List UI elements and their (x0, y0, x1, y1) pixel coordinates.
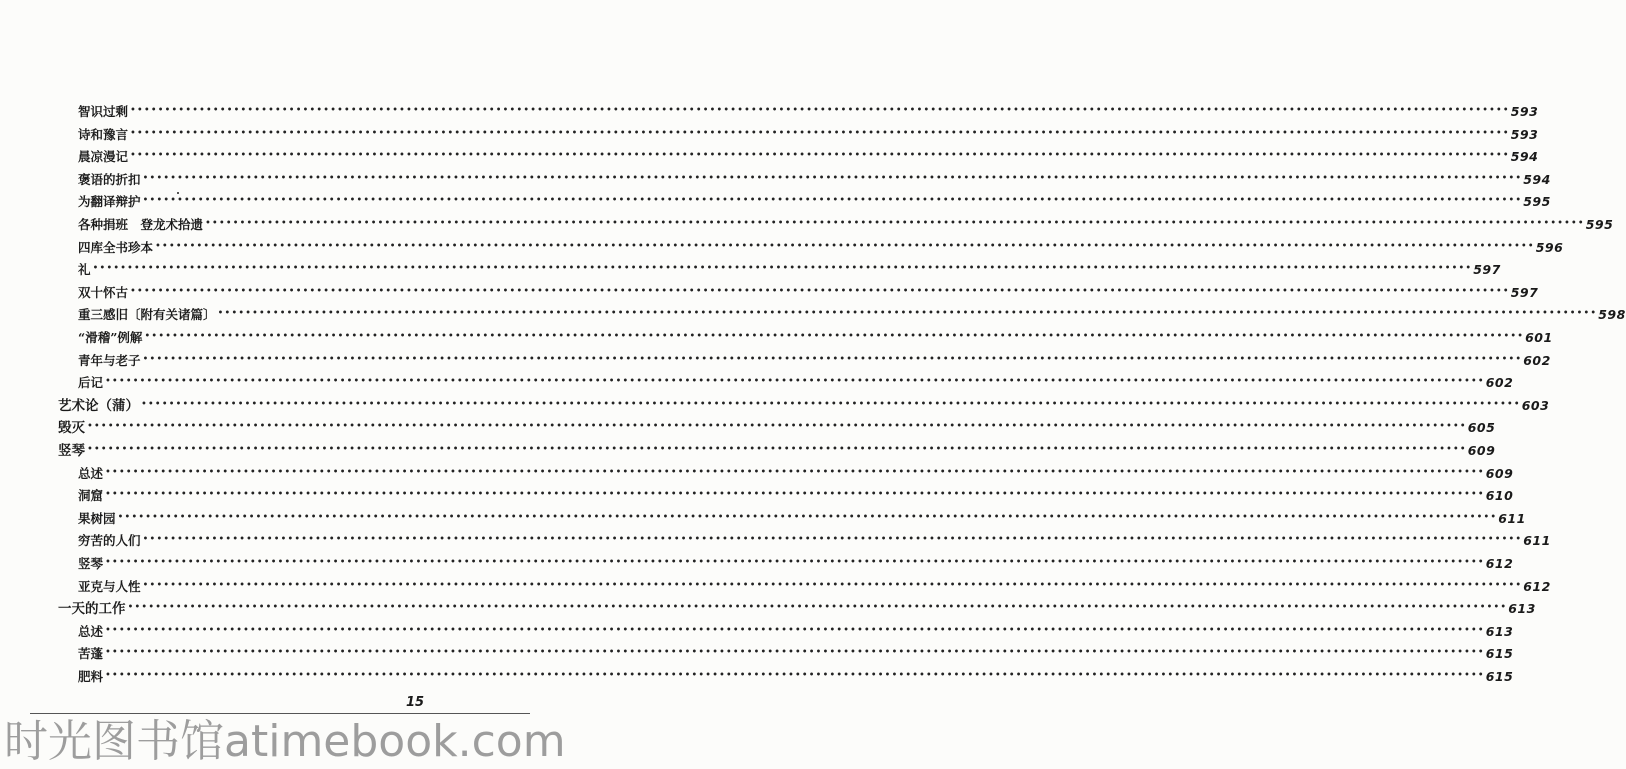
toc-entry-page: 610 (1485, 488, 1514, 504)
dot-leader: •••••••••••••••••••••••••••••••••••••••••••••••••••••••••••••••••••••••••••••••••••••••••••••••••••••••••••••••••••••••••••••••••••••••••••••••••••••••••••••••••••••••••••••••••••••••••••••••••••••••• (105, 647, 1485, 659)
dot-leader: •••••••••••••••••••••••••••••••••••••••••••••••••••••••••••••••••••••••••••••••••••••••••••••••••••••••••••••••••••••••••••••••••••••••••••••••••••••••••••••••••••••••••••••••••••••••••••••••••••••••• (87, 421, 1467, 433)
toc-entry (78, 255, 1501, 278)
toc-entry-title: 洞窟 (78, 488, 104, 504)
toc-entry-page: 595 (1585, 217, 1614, 232)
dot-leader: •••••••••••••••••••••••••••••••••••••••••••••••••••••••••••••••••••••••••••••••••••••••••••••••••••••••••••••••••••••••••••••••••••••••••••••••••••••••••••••••••••••••••••••••••••••••••••••••••••••••• (130, 285, 1510, 297)
dot-leader: •••••••••••••••••••••••••••••••••••••••••••••••••••••••••••••••••••••••••••••••••••••••••••••••••••••••••••••••••••••••••••••••••••••••••••••••••••••••••••••••••••••••••••••••••••••••••••••••••••••••• (92, 263, 1473, 275)
toc-entry (58, 413, 1496, 437)
toc-entry-title: 四库全书珍本 (78, 239, 154, 255)
toc-entry-title: 穷苦的人们 (78, 533, 141, 549)
toc-entry (78, 617, 1514, 639)
toc-entry-title: 礼 (78, 262, 91, 278)
toc-entry (78, 187, 1551, 210)
toc-entry (78, 210, 1614, 232)
toc-entry (78, 323, 1553, 345)
toc-entry (58, 436, 1496, 459)
dot-leader: •••••••••••••••••••••••••••••••••••••••••••••••••••••••••••••••••••••••••••••••••••••••••••••••••••••••••••••••••••••••••••••••••••••••••••••••••••••••••••••••••••••••••••••••••••••••••••••••••••••••• (144, 331, 1525, 342)
toc-entry-title: 艺术论（蒲） (58, 397, 139, 414)
toc-entry-page: 609 (1467, 443, 1496, 458)
dot-leader: •••••••••••••••••••••••••••••••••••••••••••••••••••••••••••••••••••••••••••••••••••••••••••••••••••••••••••••••••••••••••••••••••••••••••••••••••••••••••••••••••••••••••••••••••••••••••••••••••••••••• (105, 376, 1485, 388)
toc-entry-title: “滑稽”例解 (78, 330, 143, 345)
toc-entry-page: 601 (1525, 330, 1553, 345)
toc-entry (78, 572, 1551, 594)
toc-entry-page: 593 (1510, 104, 1539, 119)
toc-entry (78, 97, 1539, 119)
toc-entry-page: 595 (1523, 194, 1551, 210)
toc-entry (78, 526, 1551, 549)
dot-leader: •••••••••••••••••••••••••••••••••••••••••••••••••••••••••••••••••••••••••••••••••••••••••••••••••••••••••••••••••••••••••••••••••••••••••••••••••••••••••••••••••••••••••••••••••••••••••••••••••••••••• (105, 624, 1485, 636)
dot-leader: •••••••••••••••••••••••••••••••••••••••••••••••••••••••••••••••••••••••••••••••••••••••••••••••••••••••••••••••••••••••••••••••••••••••••••••••••••••••••••••••••••••••••••••••••••••••••••••••••••••••• (117, 511, 1498, 523)
stray-dot (177, 192, 179, 194)
toc-entry-title: 毁灭 (58, 420, 85, 437)
toc-entry-title: 竖琴 (58, 443, 85, 459)
toc-entry-page: 615 (1485, 669, 1514, 684)
toc-entry-page: 605 (1467, 420, 1496, 436)
dot-leader: •••••••••••••••••••••••••••••••••••••••••••••••••••••••••••••••••••••••••••••••••••••••••••••••••••••••••••••••••••••••••••••••••••••••••••••••••••••••••••••••••••••••••••••••••••••••••••••••••••••••• (105, 466, 1485, 478)
dot-leader: •••••••••••••••••••••••••••••••••••••••••••••••••••••••••••••••••••••••••••••••••••••••••••••••••••••••••••••••••••••••••••••••••••••••••••••••••••••••••••••••••••••••••••••••••••••••••••••••••••••••• (142, 195, 1523, 207)
toc-entry-page: 594 (1510, 149, 1539, 165)
toc-entry-page: 611 (1498, 510, 1526, 526)
toc-entry-title: 亚克与人性 (78, 578, 141, 594)
toc-entry-page: 593 (1510, 126, 1539, 142)
toc-entry-title: 双十怀古 (78, 284, 129, 300)
toc-entry-title: 智识过剩 (78, 104, 129, 119)
toc-entry (78, 662, 1514, 684)
toc-entry-page: 612 (1485, 556, 1514, 571)
dot-leader: •••••••••••••••••••••••••••••••••••••••••••••••••••••••••••••••••••••••••••••••••••••••••••••••••••••••••••••••••••••••••••••••••••••••••••••••••••••••••••••••••••••••••••••••••••••••••••••••••••••••• (105, 557, 1485, 568)
toc-entry-title: 总述 (78, 465, 104, 481)
toc-entry (58, 391, 1550, 414)
toc-entry-title: 重三感旧〔附有关诸篇〕 (78, 307, 216, 323)
toc-entry (78, 549, 1514, 571)
toc-entry-page: 596 (1535, 239, 1564, 255)
toc-entry-page: 594 (1523, 171, 1551, 187)
dot-leader: •••••••••••••••••••••••••••••••••••••••••••••••••••••••••••••••••••••••••••••••••••••••••••••••••••••••••••••••••••••••••••••••••••••••••••••••••••••••••••••••••••••••••••••••••••••••••••••••••••••••• (105, 489, 1485, 501)
dot-leader: •••••••••••••••••••••••••••••••••••••••••••••••••••••••••••••••••••••••••••••••••••••••••••••••••••••••••••••••••••••••••••••••••••••••••••••••••••••••••••••••••••••••••••••••••••••••••••••••••••••••• (141, 398, 1521, 410)
toc-entry-page: 612 (1523, 578, 1551, 594)
toc-entry-title: 果树园 (78, 510, 116, 526)
toc-entry (78, 346, 1551, 368)
toc-entry (78, 459, 1514, 481)
toc-entry-page: 615 (1485, 646, 1514, 662)
toc-entry (78, 639, 1514, 662)
toc-entry-title: 诗和豫言 (78, 126, 129, 142)
dot-leader: •••••••••••••••••••••••••••••••••••••••••••••••••••••••••••••••••••••••••••••••••••••••••••••••••••••••••••••••••••••••••••••••••••••••••••••••••••••••••••••••••••••••••••••••••••••••••••••••••••••••• (142, 172, 1523, 184)
toc-entry-title: 竖琴 (78, 556, 104, 571)
toc-entry (78, 504, 1526, 526)
toc-entry-page: 602 (1523, 352, 1551, 368)
toc-entry (78, 165, 1551, 187)
dot-leader: •••••••••••••••••••••••••••••••••••••••••••••••••••••••••••••••••••••••••••••••••••••••••••••••••••••••••••••••••••••••••••••••••••••••••••••••••••••••••••••••••••••••••••••••••••••••••••••••••••••••• (205, 218, 1585, 229)
toc-entry-title: 苦蓬 (78, 646, 104, 662)
dot-leader: •••••••••••••••••••••••••••••••••••••••••••••••••••••••••••••••••••••••••••••••••••••••••••••••••••••••••••••••••••••••••••••••••••••••••••••••••••••••••••••••••••••••••••••••••••••••••••••••••••••••• (217, 308, 1598, 320)
toc-entry (78, 481, 1514, 504)
toc-entry-title: 总述 (78, 623, 104, 639)
toc-entry (78, 120, 1539, 142)
dot-leader: •••••••••••••••••••••••••••••••••••••••••••••••••••••••••••••••••••••••••••••••••••••••••••••••••••••••••••••••••••••••••••••••••••••••••••••••••••••••••••••••••••••••••••••••••••••••••••••••••••••••• (130, 150, 1510, 162)
dot-leader: •••••••••••••••••••••••••••••••••••••••••••••••••••••••••••••••••••••••••••••••••••••••••••••••••••••••••••••••••••••••••••••••••••••••••••••••••••••••••••••••••••••••••••••••••••••••••••••••••••••••• (142, 579, 1523, 591)
toc-entry-page: 613 (1485, 623, 1514, 639)
toc-entry-title: 各种捐班 登龙术拾遗 (78, 217, 204, 232)
toc-entry (78, 278, 1539, 300)
watermark: 时光图书馆atimebook.com (4, 716, 566, 767)
dot-leader: •••••••••••••••••••••••••••••••••••••••••••••••••••••••••••••••••••••••••••••••••••••••••••••••••••••••••••••••••••••••••••••••••••••••••••••••••••••••••••••••••••••••••••••••••••••••••••••••••••••••• (87, 444, 1467, 455)
toc-entry (58, 594, 1536, 618)
toc-entry-title: 青年与老子 (78, 352, 141, 368)
page-number: 15 (406, 695, 425, 710)
toc-entry (78, 142, 1539, 165)
toc-entry-title: 一天的工作 (58, 601, 126, 618)
toc-entry-title: 褒语的折扣 (78, 171, 141, 187)
toc-entry-title: 后记 (78, 375, 104, 391)
toc-entry (78, 368, 1514, 391)
toc-entry-page: 602 (1485, 375, 1514, 391)
dot-leader: •••••••••••••••••••••••••••••••••••••••••••••••••••••••••••••••••••••••••••••••••••••••••••••••••••••••••••••••••••••••••••••••••••••••••••••••••••••••••••••••••••••••••••••••••••••••••••••••••••••••• (142, 353, 1523, 365)
toc-entry-page: 613 (1508, 601, 1536, 617)
dot-leader: •••••••••••••••••••••••••••••••••••••••••••••••••••••••••••••••••••••••••••••••••••••••••••••••••••••••••••••••••••••••••••••••••••••••••••••••••••••••••••••••••••••••••••••••••••••••••••••••••••••••• (130, 105, 1510, 116)
toc-entry-page: 611 (1523, 533, 1551, 549)
toc-entry-title: 肥料 (78, 669, 104, 684)
dot-leader: •••••••••••••••••••••••••••••••••••••••••••••••••••••••••••••••••••••••••••••••••••••••••••••••••••••••••••••••••••••••••••••••••••••••••••••••••••••••••••••••••••••••••••••••••••••••••••••••••••••••• (127, 602, 1508, 614)
toc-entry (78, 300, 1626, 323)
dot-leader: •••••••••••••••••••••••••••••••••••••••••••••••••••••••••••••••••••••••••••••••••••••••••••••••••••••••••••••••••••••••••••••••••••••••••••••••••••••••••••••••••••••••••••••••••••••••••••••••••••••••• (130, 127, 1510, 139)
toc-entry-page: 609 (1485, 465, 1514, 481)
dot-leader: •••••••••••••••••••••••••••••••••••••••••••••••••••••••••••••••••••••••••••••••••••••••••••••••••••••••••••••••••••••••••••••••••••••••••••••••••••••••••••••••••••••••••••••••••••••••••••••••••••••••• (142, 534, 1523, 546)
toc-entry-title: 晨凉漫记 (78, 149, 129, 165)
dot-leader: •••••••••••••••••••••••••••••••••••••••••••••••••••••••••••••••••••••••••••••••••••••••••••••••••••••••••••••••••••••••••••••••••••••••••••••••••••••••••••••••••••••••••••••••••••••••••••••••••••••••• (105, 670, 1485, 681)
toc-entry-page: 598 (1598, 307, 1626, 323)
toc-entry-page: 597 (1473, 262, 1501, 278)
dot-leader: •••••••••••••••••••••••••••••••••••••••••••••••••••••••••••••••••••••••••••••••••••••••••••••••••••••••••••••••••••••••••••••••••••••••••••••••••••••••••••••••••••••••••••••••••••••••••••••••••••••••• (155, 240, 1535, 252)
toc-entry-page: 597 (1510, 284, 1539, 300)
toc-entry-page: 603 (1521, 397, 1550, 413)
toc-entry-title: 为翻译辩护 (78, 194, 141, 210)
toc-entry (78, 233, 1564, 255)
